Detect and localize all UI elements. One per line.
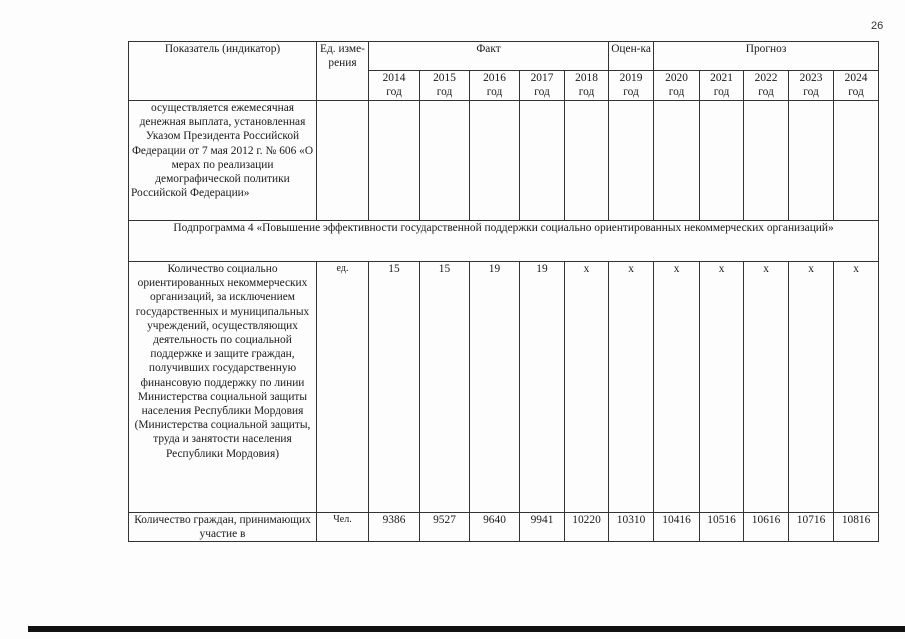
row-unit	[317, 101, 369, 221]
row-value: 10220	[565, 513, 609, 542]
row-value: x	[654, 262, 700, 513]
row-value	[609, 101, 654, 221]
header-unit: Ед. изме-рения	[317, 42, 369, 101]
header-year: 2019 год	[609, 71, 654, 101]
header-row-top	[129, 42, 879, 71]
page-number: 26	[871, 20, 884, 32]
row-indicator: Количество социально ориентированных некоммерческих организаций, за исключением государственных и муниципальных учреждений, осуществляющих деятельность по социальной поддержке и защите граждан, получивших государственную финансовую поддержку по линии Министерства социальной защиты населения Республики Мордовия (Министерства социальной защиты, труда и занятости населения Республики Мордовия)	[129, 262, 317, 513]
row-value: 9386	[369, 513, 420, 542]
header-year: 2018 год	[565, 71, 609, 101]
subprogram-title: Подпрограмма 4 «Повышение эффективности государственной поддержки социально ориентированных некоммерческих организаций»	[129, 221, 879, 262]
header-year: 2017 год	[520, 71, 565, 101]
row-value	[470, 101, 520, 221]
row-value	[700, 101, 744, 221]
row-value	[565, 101, 609, 221]
row-value: x	[565, 262, 609, 513]
header-year: 2015 год	[420, 71, 470, 101]
row-value: x	[789, 262, 834, 513]
row-value	[654, 101, 700, 221]
row-value: 9527	[420, 513, 470, 542]
row-value	[369, 101, 420, 221]
header-year: 2022 год	[744, 71, 789, 101]
header-estimate: Оцен-ка	[609, 42, 654, 71]
header-year: 2024 год	[834, 71, 879, 101]
row-value	[420, 101, 470, 221]
row-value: 9941	[520, 513, 565, 542]
row-value: x	[744, 262, 789, 513]
row-value: x	[834, 262, 879, 513]
table-row	[129, 513, 879, 542]
row-value: x	[609, 262, 654, 513]
header-year: 2014 год	[369, 71, 420, 101]
header-year: 2016 год	[470, 71, 520, 101]
row-value: 15	[369, 262, 420, 513]
header-indicator: Показатель (индикатор)	[129, 42, 317, 101]
row-unit: ед.	[317, 262, 369, 513]
row-value: 10416	[654, 513, 700, 542]
row-value	[520, 101, 565, 221]
row-value	[834, 101, 879, 221]
subprogram-row	[129, 221, 879, 262]
row-value: 10310	[609, 513, 654, 542]
row-value: 10516	[700, 513, 744, 542]
row-value: 19	[470, 262, 520, 513]
row-indicator: осуществляется ежемесячная денежная выплата, установленная Указом Президента Российской Федерации от 7 мая 2012 г. № 606 «О мерах по реализации демографической политики Российской Федерации»	[129, 101, 317, 221]
row-value: 10816	[834, 513, 879, 542]
header-fact: Факт	[369, 42, 609, 71]
row-value	[789, 101, 834, 221]
row-value	[744, 101, 789, 221]
row-value: x	[700, 262, 744, 513]
row-value: 15	[420, 262, 470, 513]
row-value: 10716	[789, 513, 834, 542]
bottom-scan-border	[28, 626, 905, 632]
row-unit: Чел.	[317, 513, 369, 542]
header-year: 2021 год	[700, 71, 744, 101]
indicator-table	[128, 41, 879, 542]
table-row	[129, 262, 879, 513]
header-forecast: Прогноз	[654, 42, 879, 71]
row-value: 10616	[744, 513, 789, 542]
row-indicator: Количество граждан, принимающих участие в	[129, 513, 317, 542]
header-year: 2020 год	[654, 71, 700, 101]
row-value: 9640	[470, 513, 520, 542]
row-value: 19	[520, 262, 565, 513]
table-row	[129, 101, 879, 221]
header-year: 2023 год	[789, 71, 834, 101]
